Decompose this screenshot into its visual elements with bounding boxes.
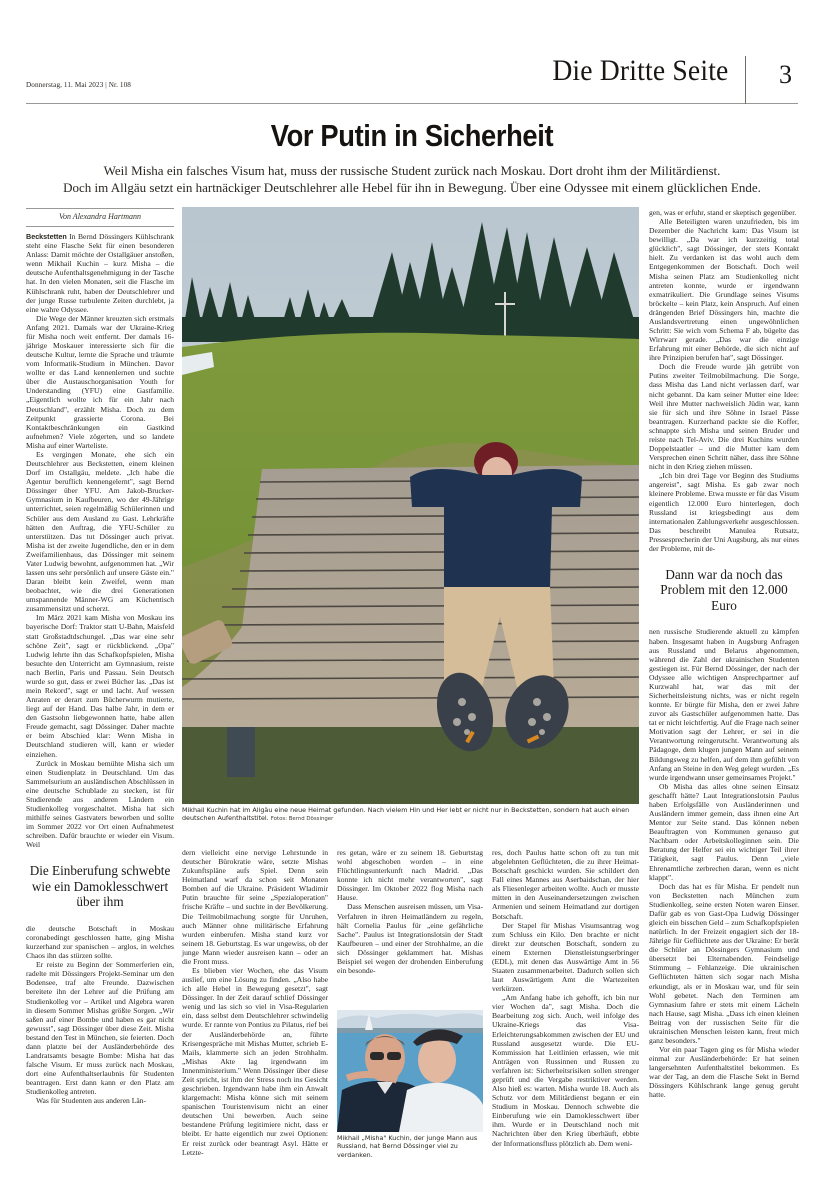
- paragraph: Was für Studenten aus anderen Län-: [36, 1096, 147, 1106]
- photo-selfie-lake: [337, 1010, 483, 1132]
- article-headline: Vor Putin in Sicherheit: [270, 118, 554, 153]
- paragraph: dern vielleicht eine nervige Lehrstunde in deutscher Bürokratie wäre, setzte Mishas Zukunftspläne aufs Spiel. Denn sein Heimatland warf da schon seit Monaten Bomben auf die Ukraine. Präsident Wladimir Putin brauchte für seine „Spezialoperation" frische Kräfte – und suchte in der Bevölkerung. Die Teilmobilmachung sorgte für Unruhen, auch Männer ohne militärische Erfahrung wurden einberufen. Misha stand kurz vor seinem 18. Geburtstag. Es war ungewiss, ob der junge Mann wieder ausreisen kann – oder an die Front muss.: [182, 848, 328, 966]
- article-column-4: [492, 848, 639, 1148]
- paragraph: Doch das hat es für Misha. Er pendelt nun von Beckstetten nach München zum Studienkolleg, seine ersten Noten waren Einser. Dafür gab es von Gast-Opa Ludwig Dössinger gleich ein bisschen Geld – zum Schafkopfspielen natürlich. In der Freizeit engagiert sich der 18-Jährige für Geflüchtete aus der Ukraine: Er berät die Schüler an Dössingers Gymnasium und übersetzt bei Elternabenden. Feindselige Stimmung – Fehlanzeige. Die ukrainischen Geflüchteten hätten sich sogar nach Misha erkundigt, als er in Moskau war, und für sein Wohl gebetet. Nach den Terminen am Gymnasium fahre er stets mit einem Lächeln nach Hause, sagt Misha. „Dass ich einen kleinen Beitrag von der russischen Seite für die ukrainischen Menschen leisten kann, freut mich ganz besonders.": [649, 881, 799, 1045]
- paragraph: „Ich bin drei Tage vor Beginn des Studiums angereist", sagt Misha. Es gab zwar noch kleinere Probleme. Etwa musste er für das Visum eigentlich 12.000 Euro hinterlegen, doch Russland ist kriegsbedingt aus dem internationalen Zahlungsverkehr ausgeschlossen. Das beschreibt Manulea Rutsatz, Pressesprecherin der Uni Augsburg, als nur eines der Probleme, mit de-: [649, 471, 799, 553]
- main-photo-caption: [182, 806, 642, 824]
- paragraph: die deutsche Botschaft in Moskau coronabedingt geschlossen hatte, ging Misha kurzerhand zur spanischen – arglos, in welches Chaos ihn das stürzen sollte.: [26, 923, 174, 961]
- paragraph: gen, was er erfuhr, stand er skeptisch gegenüber.: [649, 208, 797, 217]
- article-subline: [30, 162, 794, 196]
- subline-line-2: Doch im Allgäu setzt ein hartnäckiger Deutschlehrer alle Hebel für ihn in Bewegung. Über eine Odyssee mit einem glücklichen Ende.: [63, 180, 761, 195]
- secondary-photo: [337, 1010, 483, 1132]
- article-column-1: [26, 208, 174, 1105]
- paragraph: Ob Misha das alles ohne seinen Einsatz geschafft hätte? Laut Integrationslotsin Paulus haben Erfolgsfälle von Ausländerinnen und Ausländern immer gemein, dass ihnen eine Art Mentor zur Seite stand. Das können neben Beauftragten von Kommunen genauso gut Nachbarn oder Arbeitskolleginnen sein. Die Beratung der Helfer sei ein wichtiger Teil ihrer Tätigkeit, sagt Paulus. Denn „viele Ehrenamtliche zerbrechen daran, wenn es nicht klappt".: [649, 781, 799, 882]
- byline: Von Alexandra Hartmann: [26, 208, 174, 227]
- caption-text: Mikhail Kuchin hat im Allgäu eine neue Heimat gefunden. Nach vielem Hin und Her lebt er nicht nur in Beckstetten, sondern hat auch einen deutschen Aufenthaltstitel.: [182, 806, 630, 823]
- paragraph: [26, 232, 174, 314]
- paragraph: nen russische Studierende aktuell zu kämpfen haben. Insgesamt haben in Augsburg Anfragen aus Russland und Belarus abgenommen, während die Zahl der ukrainischen Studenten gestiegen ist. Für Bernd Dössinger, der nach der Odyssee alle wichtigen Ansprechpartner auf Kurzwahl hat, war das mit der Sicherheitsleistung nichts, was er nicht regeln konnte. Er bürgte für Misha, den er zwei Jahre zuvor als Gastschüler aufgenommen hatte. Das tat er nicht leichtfertig. Auf die Frage nach seiner Motivation sagt der Lehrer, er sei in die Verantwortung reingerutscht. Verantwortung als Pädagoge, dem klugen jungen Mann auf seinem Bildungsweg zu helfen, auf dem ihm gefühlt von Anfang an Steine in den Weg gelegt wurden. „Es wurde irgendwann unser gemeinsames Projekt.": [649, 627, 799, 782]
- paragraph: res getan, wäre er zu seinem 18. Geburtstag wohl abgeschoben worden – in eine Flüchtlingsunterkunft nach Madrid. „Das konnte ich nicht mehr verantworten", sagt Dössinger. Im Oktober 2022 flog Misha nach Hause.: [337, 848, 483, 903]
- paragraph: Im März 2021 kam Misha von Moskau ins bayerische Dorf: Traktor statt U-Bahn, Maisfeld statt Großstadtdschungel. „Das war eine sehr schöne Zeit", sagt er rückblickend. „Opa" Ludwig lehrte ihn das Schafkopfspielen, Misha besuchte den Unterricht am Gymnasium, reiste nach Berlin, Paris und Passau. Sein Deutsch wurde so gut, dass er zwei Bücher las. „Das ist mein Rekord", sagt er und lacht. Auf wessen Anraten er derart zum Bücherwurm mutierte, liegt auf der Hand. Das halbe Jahr, in dem er den Gastsohn liebgewonnen hatte, habe allen Freude gemacht, sagt Dössinger. Daher machte er beim Abschied klar: Wenn Misha in Deutschland studieren will, kann er wieder einziehen.: [26, 613, 174, 759]
- article-column-2: [182, 848, 328, 1157]
- paragraph: Er reiste zu Beginn der Sommerferien ein, radelte mit Dössingers Projekt-Seminar um den Bodensee, traf alte Freunde. Dazwischen bereitete ihn der Lehrer auf die Prüfung am Studienkolleg vor – Artikel und Algebra waren in diesem Sommer Mishas größte Sorgen. „Wir saßen auf einer Bombe und haben es gar nicht gewusst", sagt Dössinger über diese Zeit. Misha bestand den Test in München, sie feierten. Doch dann platzte bei der Ausländerbehörde des Landratsamts besagte Bombe: Misha hat das falsche Visum. Er muss zurück nach Moskau, dort eine Aufenthaltserlaubnis für Studenten beantragen. Erst dann kann er den Platz am Studienkolleg antreten.: [26, 960, 174, 1097]
- main-photo: [182, 207, 639, 804]
- paragraph: Es blieben vier Wochen, ehe das Visum auslief, um eine Lösung zu finden. „Also habe ich alle Hebel in Bewegung gesetzt", sagt Dössinger. In der Zeit darauf schlief Dössinger wenig und las sich so viel in Visa-Regularien ein, dass selbst dem Deutschlehrer schwindelig wurde. Er rannte von Pontius zu Pilatus, rief bei der Ausländerbehörde an, führte Krisengespräche mit Mishas Mutter, schrieb E-Mails, klammerte sich an jeden Strohhalm. „Mishas Akte lag irgendwann im Innenministerium." Wenn Dössinger über diese Zeit spricht, ist ihm der Stress noch ins Gesicht geschrieben. Irgendwann habe ihm ein Anwalt klargemacht: Misha könne sich mit seinem spanischen Touristenvisum nicht an einer deutschen Uni bewerben. Auch seine bestandene Prüfung legitimiere nicht, dass er bleibt. Er hatte eigentlich nur zwei Optionen: Er reist zurück oder beantragt Asyl. Hätte er Letzte-: [182, 966, 328, 1157]
- paragraph: Es vergingen Monate, ehe sich ein Deutschlehrer aus Beckstetten, einem kleinen Dorf im Ostallgäu, meldete. „Ich habe die Agentur beruflich kennengelernt", sagt Bernd Dössinger über YFU. Am Jakob-Brucker-Gymnasium in Kaufbeuren, wo der 49-Jährige unterrichtet, seien regelmäßig Schülerinnen und Schüler aus dem Ausland zu Gast. Lehrkräfte hätten den Auftrag, die YFU-Schüler zu unterstützen. Das tut Dössinger auch privat. Misha ist der zweite Jugendliche, den er in dem Zweifamilienhaus, das Dössinger mit seinem Vater Ludwig bewohnt, aufgenommen hat. „Wir lassen uns sehr persönlich auf unsere Gäste ein." Daran bleibt kein Zweifel, wenn man beobachtet, wie die drei Generationen umspannende Männer-WG am Küchentisch zusammensitzt und scherzt.: [26, 449, 174, 614]
- masthead: [26, 50, 798, 104]
- secondary-photo-caption: Mikhail „Misha" Kuchin, der junge Mann aus Russland, hat Bernd Dössinger viel zu verdanken.: [337, 1134, 478, 1159]
- paragraph: Doch die Freude wurde jäh getrübt von Putins zweiter Teilmobilmachung. Die Sorge, dass Misha das Land nicht verlassen darf, war nicht gebannt. Da kam seiner Mutter eine Idee: Weil ihre Mutter nachweislich Jüdin war, kann sie für sich und ihre Söhne in Israel Pässe beantragen. Kurzerhand packte sie die Koffer, schnappte sich Misha und seinen Bruder und reiste nach Tel-Aviv. Die drei Kuchins wurden Doppelstaatler – und die Mutter kam dem Versprechen einen Schritt näher, dass ihre Söhne nicht in den Krieg ziehen müssen.: [649, 362, 799, 472]
- paragraph-text: In Bernd Dössingers Kühlschrank steht eine Flasche Sekt für einen besonderen Anlass: Damit möchte der Ostallgäuer anstoßen, wenn Mikhail Kuchin – kurz Misha – die deutsche Aufenthaltsgenehmigung in der Tasche hat. In den vielen Monaten, seit die Flasche im Kühlschrank ruht, haben der Deutschlehrer und der junge Russe turbulente Zeiten durchlebt, ja eine wahre Odyssee.: [26, 232, 174, 314]
- location-dateline: Beckstetten: [26, 232, 67, 242]
- masthead-divider: [745, 56, 746, 104]
- photo-credit: Fotos: Bernd Dössinger: [270, 816, 334, 823]
- paragraph: Vor ein paar Tagen ging es für Misha wieder einmal zur Ausländerbehörde: Er hat seinen langersehnten Aufenthaltstitel bekommen. Es war der Tag, an dem die Flasche Sekt in Bernd Dössingers Kühlschrank lange genug geruht hatte.: [649, 1045, 799, 1100]
- paragraph: Alle Beteiligten waren unzufrieden, bis im Dezember die Nachricht kam: Das Visum ist bewilligt. „Da war ich kurzzeitig total glücklich", sagt Dössinger, der stets Kontakt hielt. Zu verdanken ist das wohl auch dem Entgegenkommen der Botschaft. Doch weil Misha seinen Platz am Studienkolleg nicht antreten konnte, wurde er irgendwann exmatrikuliert. Die Grundlage seines Visums bröckelte – kein Platz, kein Anspruch. Auf einen drängenden Brief Dössingers hin, machte die Auslandsvertretung einen ungewöhnlichen Schritt: Sie wich vom Schema F ab, bügelte das Wirrwarr gerade. „Das war die einzige Erfahrung mit einer Behörde, die sich nicht auf ihre Prinzipien berufen hat", sagt Dössinger.: [649, 217, 799, 363]
- page-number: 3: [779, 60, 792, 89]
- paragraph: Die Wege der Männer kreuzten sich erstmals Anfang 2021. Damals war der Ukraine-Krieg für Misha noch weit entfernt. Der damals 16-jährige Moskauer interessierte sich für die deutsche Kultur, lernte die Sprache und träumte vom Informatik-Studium in München. Davor wollte er das Land kennenlernen und suchte über die Austauschorganisation Youth for Understanding (YFU) eine Gastfamilie. „Eigentlich wollte ich für ein Jahr nach Deutschland", erzählt Misha. Doch zu dem Zeitpunkt grassierte Corona. Bei Kontaktbeschränkungen ein Gastkind aufnehmen? Viele zögerten, und so landete Misha auf einer Warteliste.: [26, 313, 174, 450]
- paragraph: Dass Menschen ausreisen müssen, um Visa-Verfahren in ihren Heimatländern zu regeln, hält Cornelia Paulus für „eine gefährliche Sache". Paulus ist Integrationslotsin der Stadt Kaufbeuren – und einer der Strohhalme, an die sich Dössinger geklammert hat. Mishas Beispiel sei wegen der drohenden Einberufung ein besonde-: [337, 902, 483, 976]
- crosshead-12000-euro: Dann war da noch das Problem mit den 12.000 Euro: [660, 566, 788, 613]
- crosshead-damoklesschwert: Die Einberufung schwebte wie ein Damoklesschwert über ihm: [29, 863, 171, 910]
- subline-line-1: Weil Misha ein falsches Visum hat, muss der russische Student zurück nach Moskau. Dort droht ihm der Militärdienst.: [103, 163, 721, 178]
- issue-dateline: Donnerstag, 11. Mai 2023 | Nr. 108: [26, 81, 131, 89]
- paragraph: „Am Anfang habe ich gehofft, ich bin nur vier Wochen da", sagt Misha. Doch die Bearbeitung zog sich. Auch, weil infolge des Ukraine-Kriegs das Visa-Erleichterungsabkommen zwischen der EU und Russland ausgesetzt wurde. Die EU-Kommission hat Leitlinien erlassen, wie mit Anträgen von Russinnen und Russen zu verfahren ist: Sicherheitsrisiken sollen strenger geprüft und die Vergabe restriktiver werden. Also hieß es: warten. Misha wurde 18. Auch als Schutz vor dem Militärdienst begann er ein Studium in Moskau. Dennoch schwebte die Einberufung wie ein Damoklesschwert über ihm. Wurde er in Deutschland noch mit Nachrichten über den Krieg überhäuft, ebbte der Informationsfluss plötzlich ab. Dem weni-: [492, 993, 639, 1148]
- paragraph: res, doch Paulus hatte schon oft zu tun mit abgelehnten Geflüchteten, die zu ihrer Heimat-Botschaft geschickt wurden. Sie schildert den Fall eines Mannes aus Aserbaidschan, der hier als Fliesenleger arbeiten wollte. Auch er musste mitten in den Auseinandersetzungen zwischen Armenien und seinem Heimatland zur dortigen Botschaft.: [492, 848, 639, 921]
- article-column-3: [337, 848, 483, 975]
- section-title: Die Dritte Seite: [551, 54, 728, 87]
- article-column-5: [649, 208, 799, 1100]
- paragraph: Zurück in Moskau bemühte Misha sich um einen Studienplatz in Deutschland. Um das Sammelsurium an ausländischen Abschlüssen in eine deutsche Schublade zu stecken, ist für Studierende aus anderen Ländern ein Studienkolleg vorgeschaltet. Misha hat sich mithilfe seines Gastvaters beworben und sollte im Sommer 2022 vor Ort einen Aufnahmetest schreiben. Dafür brauchte er wieder ein Visum. Weil: [26, 758, 174, 850]
- paragraph: Der Stapel für Mishas Visumsantrag wog zum Schluss ein Kilo. Den brachte er nicht direkt zur deutschen Botschaft, sondern zu einem Externen Dienstleistungserbringer (EDL), mit denen das Auswärtige Amt in 56 Staaten zusammenarbeitet. Dadurch sollen sich laut Auswärtigem Amt die Wartezeiten verkürzen.: [492, 920, 639, 994]
- photo-student-on-bench: [182, 207, 639, 804]
